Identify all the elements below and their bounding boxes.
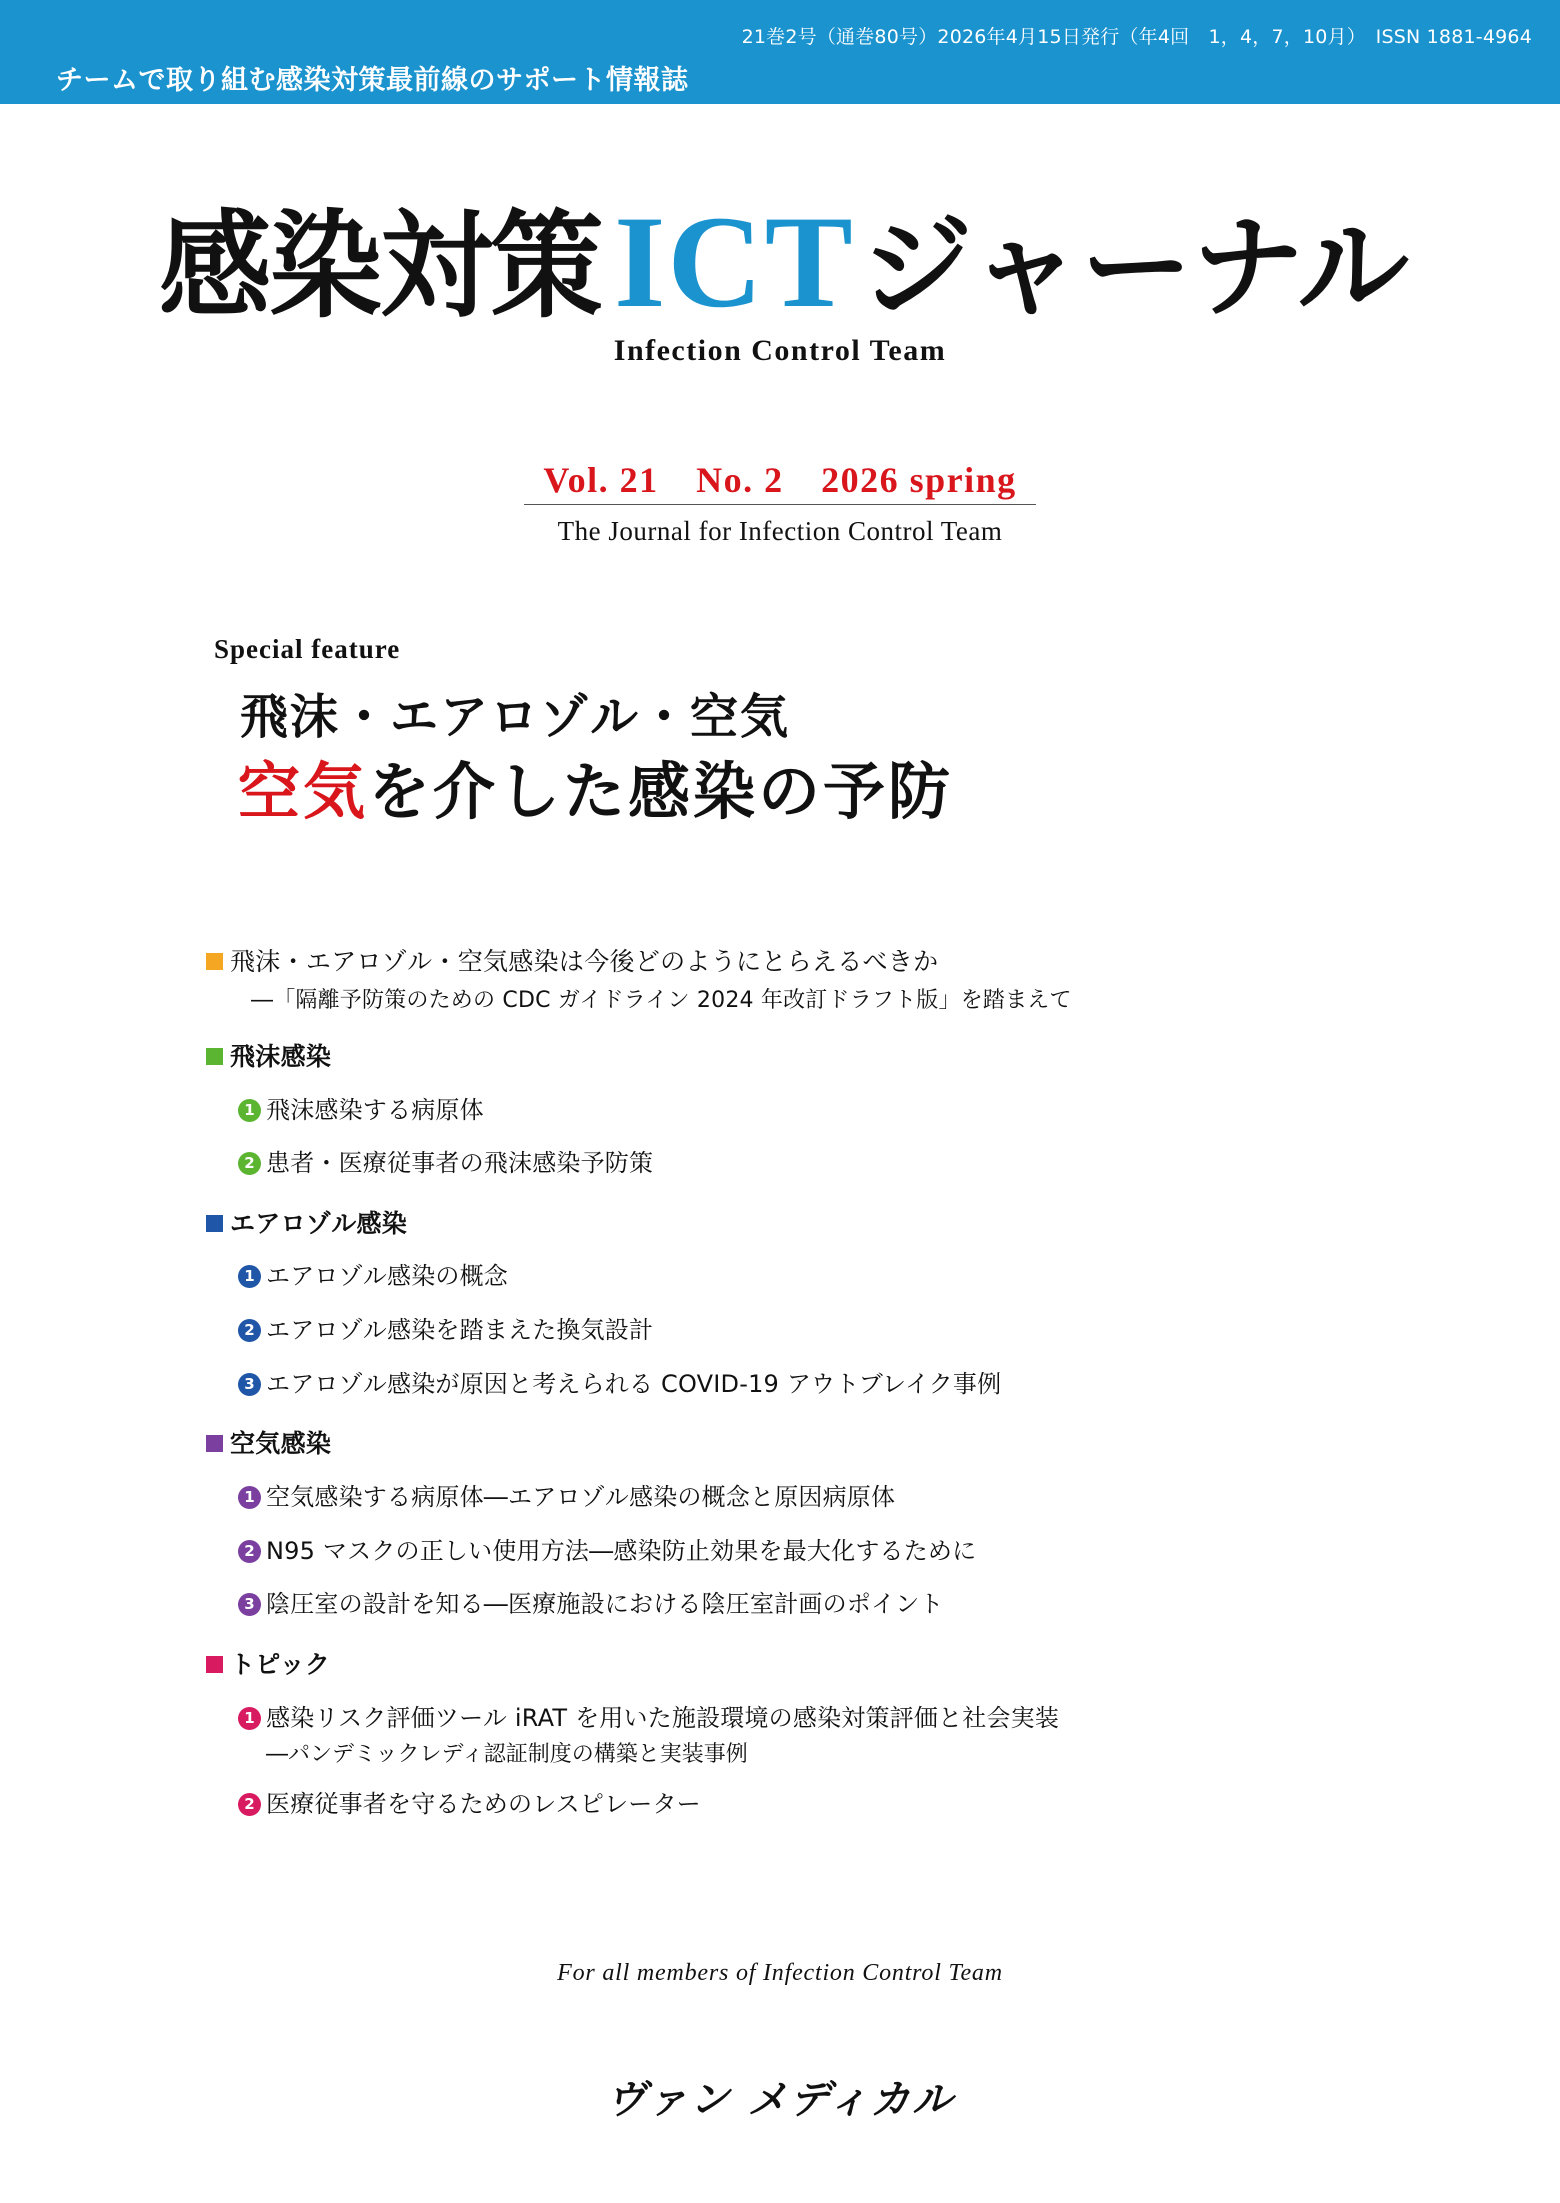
- contents-item-title: エアロゾル感染の概念: [266, 1262, 508, 1291]
- item-number-badge: 1: [238, 1707, 261, 1730]
- contents-item: [238, 1702, 1406, 1736]
- issue-info: 21巻2号（通巻80号）2026年4月15日発行（年4回 1，4，7，10月） ISSN 1881-4964: [741, 26, 1532, 48]
- journal-english-subtitle: The Journal for Infection Control Team: [557, 516, 1003, 546]
- item-number-badge: 1: [238, 1265, 261, 1288]
- contents-section-header: [206, 1040, 1406, 1074]
- square-bullet-icon: [206, 1656, 223, 1673]
- contents-section-header: [206, 1207, 1406, 1241]
- item-number-badge: 2: [238, 1319, 261, 1342]
- contents-item-title: 空気感染する病原体―エアロゾル感染の概念と原因病原体: [266, 1482, 896, 1511]
- contents-section: [206, 945, 1406, 1014]
- contents-section-title: 飛沫感染: [230, 1041, 332, 1071]
- contents-item: [238, 1535, 1406, 1569]
- feature-title-highlight: 空気: [238, 755, 369, 828]
- title-katakana: ジャーナル: [860, 203, 1408, 333]
- square-bullet-icon: [206, 953, 223, 970]
- title-subtitle-english: Infection Control Team: [613, 334, 947, 367]
- contents-section-subtitle: ―「隔離予防策のための CDC ガイドライン 2024 年改訂ドラフト版」を踏まえて: [251, 987, 1072, 1013]
- contents-item: [238, 1147, 1406, 1181]
- contents-section: [206, 1207, 1406, 1402]
- magazine-title: [0, 188, 1560, 335]
- contents-item: [238, 1788, 1406, 1822]
- feature-title-line1: 飛沫・エアロゾル・空気: [240, 689, 791, 745]
- contents-section-title: トピック: [230, 1649, 331, 1679]
- volume-issue-line: Vol. 21 No. 2 2026 spring: [543, 460, 1017, 500]
- contents-item-subtitle: ―パンデミックレディ認証制度の構築と実装事例: [266, 1742, 748, 1768]
- feature-title-line2: [238, 742, 953, 831]
- item-number-badge: 3: [238, 1593, 261, 1616]
- item-number-badge: 1: [238, 1486, 261, 1509]
- square-bullet-icon: [206, 1215, 223, 1232]
- contents-item-title: エアロゾル感染を踏まえた換気設計: [266, 1316, 654, 1345]
- contents-section: [206, 1648, 1406, 1822]
- contents-section-title: 空気感染: [230, 1429, 332, 1459]
- item-number-badge: 2: [238, 1793, 261, 1816]
- contents-section-header: [206, 945, 1406, 979]
- contents-section-title: 飛沫・エアロゾル・空気感染は今後どのようにとらえるべきか: [230, 947, 939, 976]
- contents-section-header: [206, 1648, 1406, 1682]
- contents-item: [238, 1588, 1406, 1622]
- feature-title-rest: を介した感染の予防: [368, 755, 954, 828]
- footer-tagline: For all members of Infection Control Team: [557, 1960, 1003, 1986]
- contents-item-title: 飛沫感染する病原体: [266, 1095, 484, 1124]
- contents-section-title: エアロゾル感染: [230, 1208, 408, 1238]
- special-feature-label: Special feature: [214, 634, 401, 664]
- contents-item-title: エアロゾル感染が原因と考えられる COVID-19 アウトブレイク事例: [266, 1369, 1002, 1398]
- title-japanese: 感染対策: [158, 199, 602, 334]
- item-number-badge: 1: [238, 1099, 261, 1122]
- item-number-badge: 2: [238, 1152, 261, 1175]
- publisher-name: ヴァン メディカル: [605, 2076, 955, 2123]
- contents-item-title: 医療従事者を守るためのレスピレーター: [266, 1790, 701, 1819]
- contents-item: [238, 1314, 1406, 1348]
- square-bullet-icon: [206, 1048, 223, 1065]
- contents-list: [206, 945, 1406, 1822]
- item-number-badge: 2: [238, 1540, 261, 1563]
- contents-item-title: 感染リスク評価ツール iRAT を用いた施設環境の感染対策評価と社会実装: [266, 1703, 1060, 1732]
- contents-section: [206, 1427, 1406, 1622]
- contents-item-title: N95 マスクの正しい使用方法―感染防止効果を最大化するために: [266, 1536, 977, 1565]
- contents-item: [238, 1481, 1406, 1515]
- contents-section: [206, 1040, 1406, 1181]
- contents-item: [238, 1260, 1406, 1294]
- masthead: [0, 188, 1560, 368]
- contents-item: [238, 1368, 1406, 1402]
- contents-item-title: 陰圧室の設計を知る―医療施設における陰圧室計画のポイント: [266, 1590, 944, 1619]
- magazine-tagline: チームで取り組む感染対策最前線のサポート情報誌: [56, 65, 689, 96]
- divider-rule: [524, 504, 1036, 505]
- title-ict: ICT: [614, 188, 855, 335]
- square-bullet-icon: [206, 1435, 223, 1452]
- contents-section-header: [206, 1427, 1406, 1461]
- contents-item: [238, 1094, 1406, 1128]
- contents-item-title: 患者・医療従事者の飛沫感染予防策: [266, 1149, 654, 1178]
- item-number-badge: 3: [238, 1373, 261, 1396]
